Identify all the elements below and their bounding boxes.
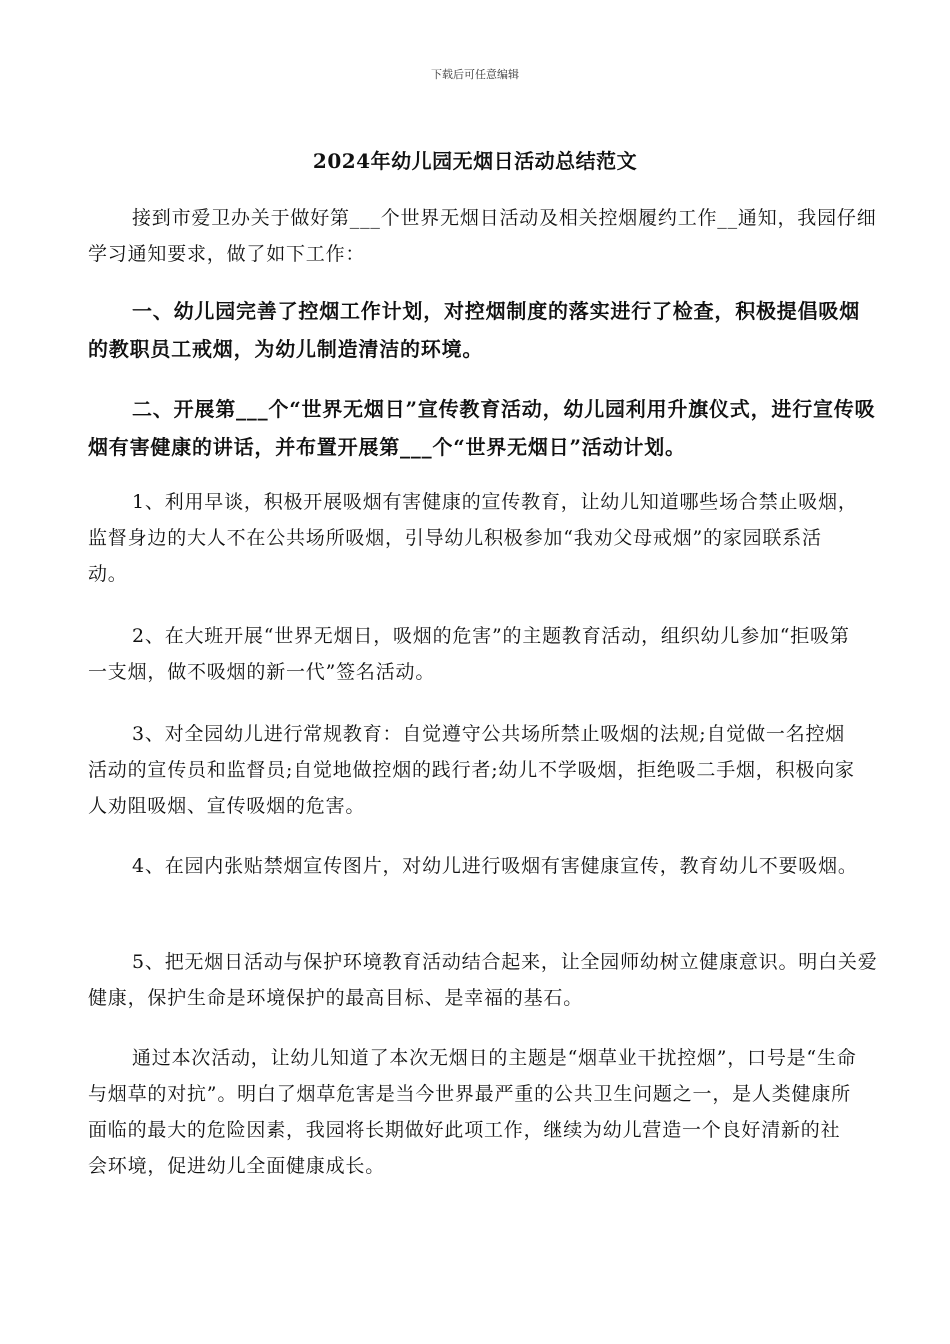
item-two-paragraph: 2、在大班开展“世界无烟日，吸烟的危害”的主题教育活动，组织幼儿参加“拒吸第一支烟，做不吸烟的新一代”签名活动。 bbox=[88, 625, 850, 683]
conclusion-paragraph: 通过本次活动，让幼儿知道了本次无烟日的主题是“烟草业干扰控烟”，口号是“生命与烟草的对抗”。明白了烟草危害是当今世界最严重的公共卫生问题之一，是人类健康所面临的最大的危险因素，我园将长期做好此项工作，继续为幼儿营造一个良好清新的社会环境，促进幼儿全面健康成长。 bbox=[88, 1047, 857, 1177]
header-note: 下载后可任意编辑 bbox=[431, 68, 519, 81]
item-four-paragraph: 4、在园内张贴禁烟宣传图片，对幼儿进行吸烟有害健康宣传，教育幼儿不要吸烟。 bbox=[132, 855, 858, 877]
item-one-paragraph: 1、利用早谈，积极开展吸烟有害健康的宣传教育，让幼儿知道哪些场合禁止吸烟，监督身边的大人不在公共场所吸烟，引导幼儿积极参加“我劝父母戒烟”的家园联系活动。 bbox=[88, 491, 858, 585]
intro-paragraph: 接到市爱卫办关于做好第___个世界无烟日活动及相关控烟履约工作__通知，我园仔细学习通知要求，做了如下工作： bbox=[88, 207, 877, 265]
document-title: 2024年幼儿园无烟日活动总结范文 bbox=[312, 149, 638, 173]
item-three-paragraph: 3、对全园幼儿进行常规教育：自觉遵守公共场所禁止吸烟的法规;自觉做一名控烟活动的宣传员和监督员;自觉地做控烟的践行者;幼儿不学吸烟，拒绝吸二手烟，积极向家人劝阻吸烟、宣传吸烟的危害。 bbox=[88, 723, 855, 817]
item-five-paragraph: 5、把无烟日活动与保护环境教育活动结合起来，让全园师幼树立健康意识。明白关爱健康，保护生命是环境保护的最高目标、是幸福的基石。 bbox=[88, 951, 878, 1009]
section-one-paragraph: 一、幼儿园完善了控烟工作计划，对控烟制度的落实进行了检查，积极提倡吸烟的教职员工戒烟，为幼儿制造清洁的环境。 bbox=[88, 299, 860, 361]
section-two-paragraph: 二、开展第___个“世界无烟日”宣传教育活动，幼儿园利用升旗仪式，进行宣传吸烟有害健康的讲话，并布置开展第___个“世界无烟日”活动计划。 bbox=[88, 397, 876, 459]
